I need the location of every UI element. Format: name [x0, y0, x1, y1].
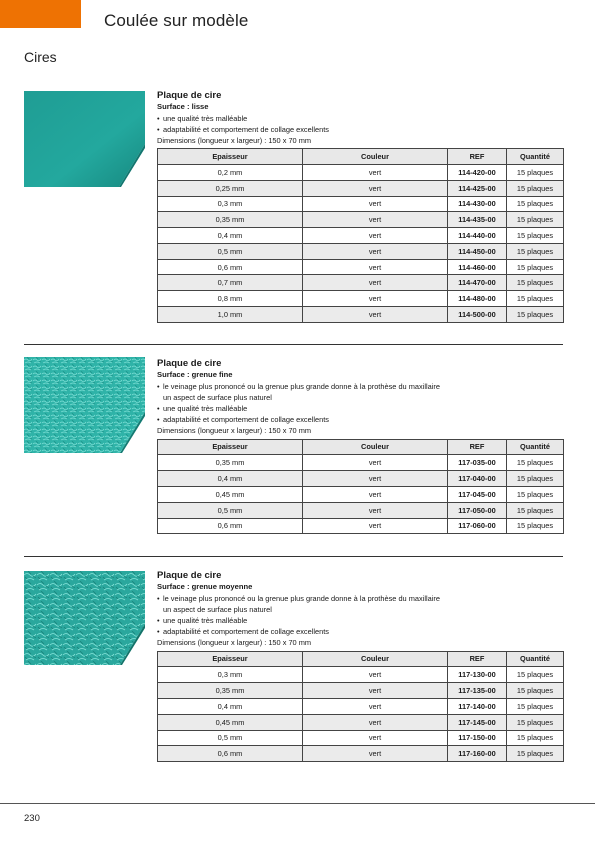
page-number: 230	[24, 813, 40, 824]
color-cell: vert	[303, 698, 448, 714]
color-cell: vert	[303, 486, 448, 502]
table-row	[158, 486, 564, 502]
header-accent-bar	[0, 0, 81, 28]
thickness-cell: 0,4 mm	[158, 698, 303, 714]
column-header: Epaisseur	[158, 439, 303, 455]
column-header: REF	[448, 651, 507, 667]
product-features	[157, 381, 567, 426]
product-features	[157, 113, 567, 135]
quantity-cell: 15 plaques	[507, 502, 564, 518]
quantity-cell: 15 plaques	[507, 455, 564, 471]
column-header: Quantité	[507, 149, 564, 165]
thickness-cell: 0,5 mm	[158, 243, 303, 259]
thickness-cell: 0,2 mm	[158, 164, 303, 180]
table-row	[158, 228, 564, 244]
product-surface: Surface : grenue fine	[157, 370, 233, 379]
thickness-cell: 0,3 mm	[158, 667, 303, 683]
column-header: Couleur	[303, 651, 448, 667]
product-surface: Surface : lisse	[157, 102, 209, 111]
color-cell: vert	[303, 259, 448, 275]
quantity-cell: 15 plaques	[507, 307, 564, 323]
ref-cell: 117-160-00	[448, 746, 507, 762]
quantity-cell: 15 plaques	[507, 275, 564, 291]
table-row	[158, 471, 564, 487]
table-row	[158, 275, 564, 291]
wax-plate-smooth-image	[24, 91, 145, 187]
feature-item: • une qualité très malléable	[157, 113, 567, 124]
quantity-cell: 15 plaques	[507, 698, 564, 714]
table-row	[158, 502, 564, 518]
quantity-cell: 15 plaques	[507, 683, 564, 699]
table-row	[158, 291, 564, 307]
spec-table	[157, 148, 564, 323]
thickness-cell: 0,7 mm	[158, 275, 303, 291]
color-cell: vert	[303, 275, 448, 291]
table-row	[158, 259, 564, 275]
ref-cell: 117-035-00	[448, 455, 507, 471]
color-cell: vert	[303, 291, 448, 307]
quantity-cell: 15 plaques	[507, 471, 564, 487]
ref-cell: 117-145-00	[448, 714, 507, 730]
feature-item: • le veinage plus prononcé ou la grenue plus grande donne à la prothèse du maxillaire un aspect de surface plus naturel	[157, 593, 567, 615]
footer-divider	[0, 803, 595, 804]
ref-cell: 114-435-00	[448, 212, 507, 228]
ref-cell: 117-130-00	[448, 667, 507, 683]
table-row	[158, 243, 564, 259]
quantity-cell: 15 plaques	[507, 164, 564, 180]
product-dimensions: Dimensions (longueur x largeur) : 150 x 70 mm	[157, 135, 312, 145]
color-cell: vert	[303, 455, 448, 471]
thickness-cell: 0,35 mm	[158, 455, 303, 471]
color-cell: vert	[303, 180, 448, 196]
section-divider	[24, 556, 563, 557]
thickness-cell: 0,6 mm	[158, 746, 303, 762]
product-title: Plaque de cire	[157, 358, 222, 369]
quantity-cell: 15 plaques	[507, 486, 564, 502]
color-cell: vert	[303, 502, 448, 518]
quantity-cell: 15 plaques	[507, 228, 564, 244]
column-header: Couleur	[303, 439, 448, 455]
product-info	[157, 570, 567, 762]
thickness-cell: 0,8 mm	[158, 291, 303, 307]
spec-table	[157, 439, 564, 535]
thickness-cell: 0,45 mm	[158, 486, 303, 502]
ref-cell: 117-135-00	[448, 683, 507, 699]
table-row	[158, 196, 564, 212]
table-row	[158, 518, 564, 534]
thickness-cell: 1,0 mm	[158, 307, 303, 323]
quantity-cell: 15 plaques	[507, 518, 564, 534]
table-row	[158, 667, 564, 683]
wax-plate-medium-grain-image	[24, 571, 145, 665]
thickness-cell: 0,45 mm	[158, 714, 303, 730]
ref-cell: 117-045-00	[448, 486, 507, 502]
color-cell: vert	[303, 212, 448, 228]
table-row	[158, 455, 564, 471]
thickness-cell: 0,3 mm	[158, 196, 303, 212]
quantity-cell: 15 plaques	[507, 730, 564, 746]
ref-cell: 114-500-00	[448, 307, 507, 323]
product-title: Plaque de cire	[157, 570, 222, 581]
quantity-cell: 15 plaques	[507, 212, 564, 228]
product-info	[157, 358, 567, 534]
color-cell: vert	[303, 228, 448, 244]
feature-item: • une qualité très malléable	[157, 403, 567, 414]
product-info	[157, 90, 567, 323]
column-header: REF	[448, 149, 507, 165]
product-surface: Surface : grenue moyenne	[157, 582, 253, 591]
column-header: Quantité	[507, 439, 564, 455]
thickness-cell: 0,6 mm	[158, 518, 303, 534]
table-row	[158, 180, 564, 196]
column-header: Couleur	[303, 149, 448, 165]
product-dimensions: Dimensions (longueur x largeur) : 150 x 70 mm	[157, 426, 312, 436]
quantity-cell: 15 plaques	[507, 714, 564, 730]
feature-item: • adaptabilité et comportement de collage excellents	[157, 414, 567, 425]
wax-plate-fine-grain-image	[24, 357, 145, 453]
thickness-cell: 0,4 mm	[158, 228, 303, 244]
quantity-cell: 15 plaques	[507, 667, 564, 683]
column-header: Epaisseur	[158, 651, 303, 667]
quantity-cell: 15 plaques	[507, 243, 564, 259]
color-cell: vert	[303, 746, 448, 762]
ref-cell: 114-480-00	[448, 291, 507, 307]
ref-cell: 117-050-00	[448, 502, 507, 518]
quantity-cell: 15 plaques	[507, 259, 564, 275]
spec-table	[157, 651, 564, 763]
ref-cell: 117-060-00	[448, 518, 507, 534]
table-row	[158, 307, 564, 323]
color-cell: vert	[303, 307, 448, 323]
table-row	[158, 698, 564, 714]
thickness-cell: 0,5 mm	[158, 730, 303, 746]
color-cell: vert	[303, 730, 448, 746]
ref-cell: 117-140-00	[448, 698, 507, 714]
feature-item: • adaptabilité et comportement de collage excellents	[157, 626, 567, 637]
ref-cell: 114-460-00	[448, 259, 507, 275]
feature-item: • une qualité très malléable	[157, 615, 567, 626]
product-dimensions: Dimensions (longueur x largeur) : 150 x 70 mm	[157, 638, 312, 648]
section-divider	[24, 344, 563, 345]
thickness-cell: 0,35 mm	[158, 212, 303, 228]
color-cell: vert	[303, 243, 448, 259]
ref-cell: 114-450-00	[448, 243, 507, 259]
color-cell: vert	[303, 196, 448, 212]
feature-item: • le veinage plus prononcé ou la grenue plus grande donne à la prothèse du maxillaire un aspect de surface plus naturel	[157, 381, 567, 403]
quantity-cell: 15 plaques	[507, 291, 564, 307]
thickness-cell: 0,35 mm	[158, 683, 303, 699]
table-row	[158, 746, 564, 762]
column-header: Epaisseur	[158, 149, 303, 165]
ref-cell: 114-470-00	[448, 275, 507, 291]
thickness-cell: 0,5 mm	[158, 502, 303, 518]
table-row	[158, 683, 564, 699]
color-cell: vert	[303, 714, 448, 730]
color-cell: vert	[303, 683, 448, 699]
thickness-cell: 0,25 mm	[158, 180, 303, 196]
color-cell: vert	[303, 667, 448, 683]
quantity-cell: 15 plaques	[507, 746, 564, 762]
table-row	[158, 714, 564, 730]
section-title: Cires	[24, 49, 57, 65]
ref-cell: 114-430-00	[448, 196, 507, 212]
color-cell: vert	[303, 471, 448, 487]
page-title: Coulée sur modèle	[104, 11, 249, 30]
thickness-cell: 0,4 mm	[158, 471, 303, 487]
column-header: REF	[448, 439, 507, 455]
product-title: Plaque de cire	[157, 90, 222, 101]
color-cell: vert	[303, 518, 448, 534]
feature-item: • adaptabilité et comportement de collage excellents	[157, 124, 567, 135]
thickness-cell: 0,6 mm	[158, 259, 303, 275]
ref-cell: 117-040-00	[448, 471, 507, 487]
quantity-cell: 15 plaques	[507, 180, 564, 196]
ref-cell: 114-440-00	[448, 228, 507, 244]
table-row	[158, 730, 564, 746]
ref-cell: 117-150-00	[448, 730, 507, 746]
product-features	[157, 593, 567, 638]
ref-cell: 114-425-00	[448, 180, 507, 196]
table-row	[158, 164, 564, 180]
color-cell: vert	[303, 164, 448, 180]
column-header: Quantité	[507, 651, 564, 667]
ref-cell: 114-420-00	[448, 164, 507, 180]
quantity-cell: 15 plaques	[507, 196, 564, 212]
table-row	[158, 212, 564, 228]
